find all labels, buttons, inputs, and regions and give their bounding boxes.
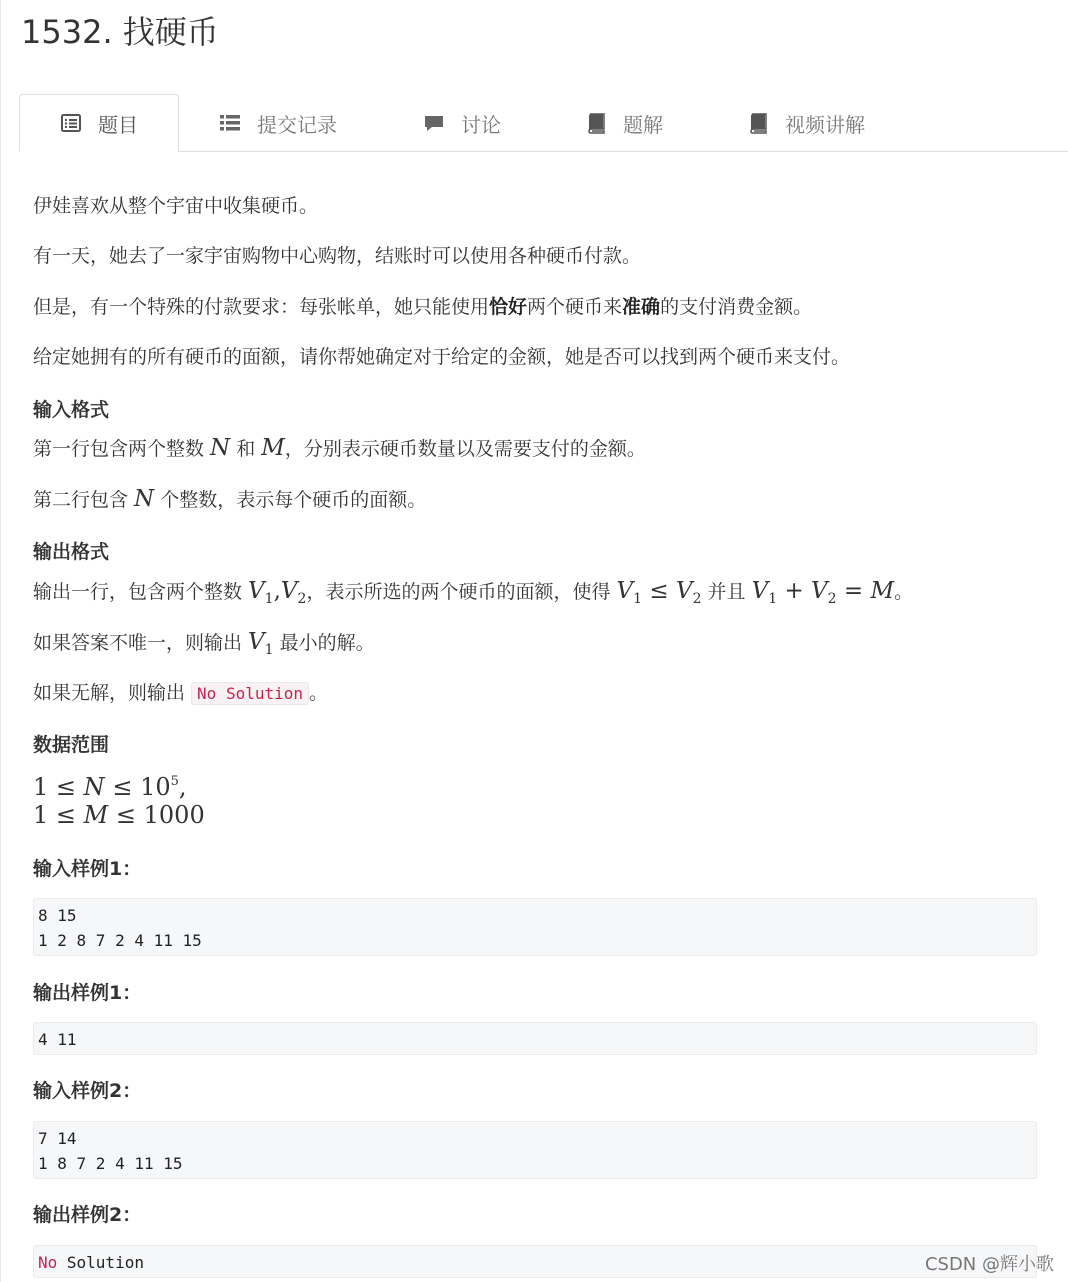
math-var: M [261, 435, 285, 461]
tab-submissions-label: 提交记录 [257, 112, 337, 137]
output-format-heading: 输出格式 [33, 541, 110, 563]
description-paragraph: 给定她拥有的所有硬币的面额，请你帮她确定对于给定的金额，她是否可以找到两个硬币来支付。 [33, 346, 851, 368]
bold-text: 准确 [622, 296, 661, 318]
tab-bar [19, 94, 1068, 152]
tab-discussion[interactable] [423, 94, 501, 152]
list-icon [219, 112, 241, 134]
comment-icon [423, 112, 445, 134]
math-var: N [134, 486, 155, 512]
range-line-m: 1 ≤ M ≤ 1000 [33, 801, 205, 829]
input-format-heading: 输入格式 [33, 399, 110, 421]
math-var: N [210, 435, 231, 461]
inline-code: No Solution [191, 682, 309, 705]
sample-heading: 输出样例1： [33, 982, 142, 1004]
input-format-line: 第二行包含 N 个整数，表示每个硬币的面额。 [33, 486, 427, 512]
math-expression: $V_1,V_2$ [248, 578, 307, 607]
output-format-line: 输出一行，包含两个整数 $V_1,V_2$，表示所选的两个硬币的面额，使得 $V_1 \le V_2$ 并且 $V_1 + V_2 = M$。 [33, 578, 914, 607]
sample-heading: 输出样例2： [33, 1204, 142, 1226]
math-expression: $V_1 \le V_2$ [616, 578, 702, 607]
description-paragraph: 伊娃喜欢从整个宇宙中收集硬币。 [33, 195, 319, 217]
output-format-line: 如果无解，则输出 No Solution 。 [33, 682, 329, 704]
tab-discussion-label: 讨论 [461, 112, 501, 137]
tab-solutions[interactable] [585, 94, 663, 152]
tab-problem[interactable] [19, 94, 179, 152]
sample-output-1: 4 11 [33, 1022, 1037, 1055]
data-range-heading: 数据范围 [33, 734, 110, 756]
input-format-line: 第一行包含两个整数 N 和 M，分别表示硬币数量以及需要支付的金额。 [33, 435, 646, 461]
sample-output-2: No Solution [33, 1245, 1037, 1278]
tab-problem-label: 题目 [98, 112, 138, 137]
tab-video[interactable] [747, 94, 865, 152]
math-expression: $V_1$ [248, 629, 274, 658]
book-icon [585, 112, 607, 134]
page-title: 1532. 找硬币 [21, 13, 219, 51]
output-format-line: 如果答案不唯一，则输出 $V_1$ 最小的解。 [33, 629, 375, 658]
book-icon [747, 112, 769, 134]
range-line-n: $1 \le N \le 10^5$, [33, 773, 187, 801]
sample-heading: 输入样例1： [33, 858, 142, 880]
sample-input-1: 8 15 1 2 8 7 2 4 11 15 [33, 898, 1037, 956]
list-alt-icon [60, 112, 82, 134]
bold-text: 恰好 [489, 296, 528, 318]
description-paragraph: 有一天，她去了一家宇宙购物中心购物，结账时可以使用各种硬币付款。 [33, 245, 642, 267]
tab-video-label: 视频讲解 [785, 112, 865, 137]
sample-heading: 输入样例2： [33, 1080, 142, 1102]
math-expression: $V_1 + V_2 = M$ [751, 578, 895, 607]
page-left-border [0, 0, 1, 1282]
tab-solutions-label: 题解 [623, 112, 663, 137]
tab-submissions[interactable] [219, 94, 337, 152]
watermark: CSDN @辉小歌 [924, 1254, 1054, 1275]
sample-input-2: 7 14 1 8 7 2 4 11 15 [33, 1121, 1037, 1179]
description-paragraph: 但是，有一个特殊的付款要求：每张帐单，她只能使用恰好两个硬币来准确的支付消费金额。 [33, 296, 813, 318]
